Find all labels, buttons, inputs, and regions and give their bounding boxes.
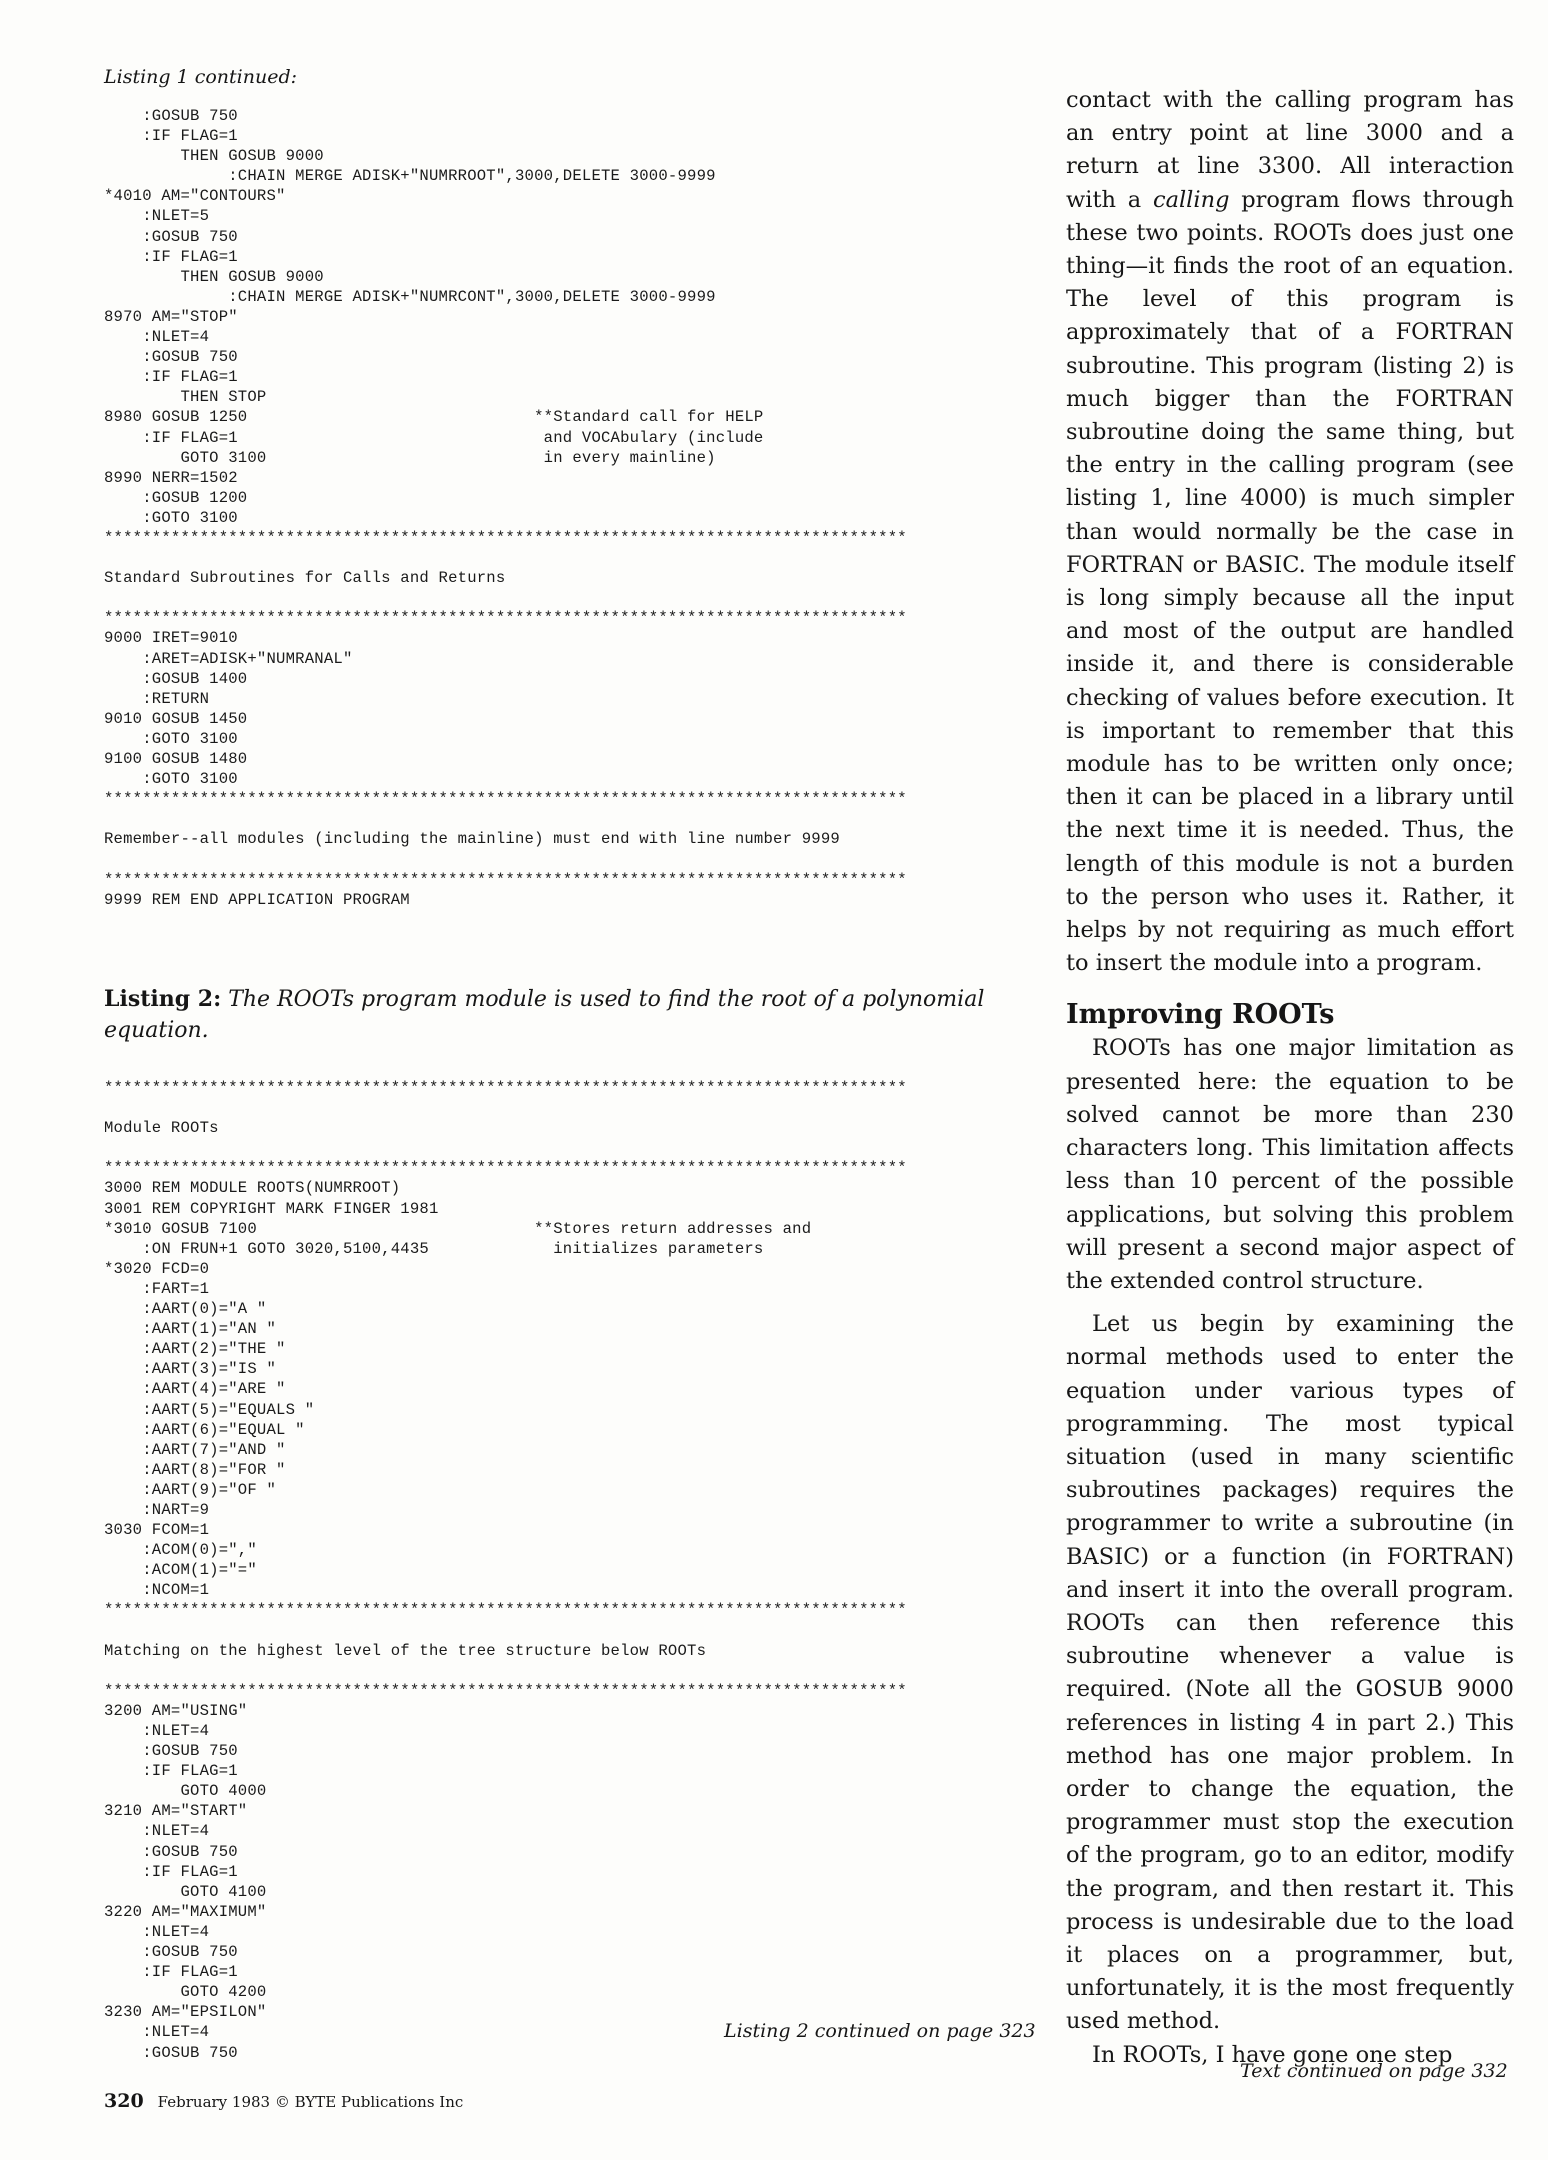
page-footer [104, 2090, 463, 2112]
body-emphasis: calling [1152, 186, 1230, 213]
body-paragraph-4: In ROOTs, I have gone one step [1092, 2041, 1453, 2068]
listing2-caption [104, 984, 1044, 1046]
listing2-label: Listing 2: [104, 986, 222, 1012]
page-number: 320 [104, 2090, 144, 2112]
text-continued-note: Text continued on page 332 [1240, 2060, 1508, 2082]
copyright-credit: February 1983 © BYTE Publications Inc [157, 2093, 464, 2111]
listing2-continued-note: Listing 2 continued on page 323 [724, 2020, 1036, 2042]
article-body [1066, 84, 1514, 2072]
listing1-heading: Listing 1 continued: [104, 66, 298, 88]
listing2-code: ************************************************************************************ Module ROOTs ************************************************************************************ 3000 REM MODULE ROOTS(NUMRROOT) 3001 REM COPYRIGHT MARK FINGER 1981 *3010 GOSUB 7100 **Stores return addresses and :ON FRUN+1 GOTO 3020,5100,4435 initializes parameters *3020 FCD=0 :FART=1 :AART(0)="A " :AART(1)="AN " :AART(2)="THE " :AART(3)="IS " :AART(4)="ARE " :AART(5)="EQUALS " :AART(6)="EQUAL " :AART(7)="AND " :AART(8)="FOR " :AART(9)="OF " :NART=9 3030 FCOM=1 :ACOM(0)="," :ACOM(1)="=" :NCOM=1 ************************************************************************************ Matching on the highest level of the tree structure below ROOTs ************************************************************************************ 3200 AM="USING" :NLET=4 :GOSUB 750 :IF FLAG=1 GOTO 4000 3210 AM="START" :NLET=4 :GOSUB 750 :IF FLAG=1 GOTO 4100 3220 AM="MAXIMUM" :NLET=4 :GOSUB 750 :IF FLAG=1 GOTO 4200 3230 AM="EPSILON" :NLET=4 :GOSUB 750 [104, 1079, 907, 2062]
body-paragraph-3: Let us begin by examining the normal methods used to enter the equation under various types of programming. The most typical situation (used in many scientific subroutines packages) requires the programmer to write a subroutine (in BASIC) or a function (in FORTRAN) and insert it into the overall program. ROOTs can then reference this subroutine whenever a value is required. (Note all the GOSUB 9000 references in listing 4 in part 2.) This method has one major problem. In order to change the equation, the programmer must stop the execution of the program, go to an editor, modify the program, and then restart it. This process is undesirable due to the load it places on a programmer, but, unfortunately, it is the most frequently used method. [1066, 1311, 1514, 2035]
body-paragraph-1: contact with the calling program has an entry point at line 3000 and a return at line 3300. All interaction with a calling program flows through these two points. ROOTs does just one thing—it finds the root of an equation. The level of this program is approximately that of a FORTRAN subroutine. This program (listing 2) is much bigger than the FORTRAN subroutine doing the same thing, but the entry in the calling program (see listing 1, line 4000) is much simpler than would normally be the case in FORTRAN or BASIC. The module itself is long simply because all the input and most of the output are handled inside it, and there is considerable checking of values before execution. It is important to remember that this module has to be written only once; then it can be placed in a library until the next time it is needed. Thus, the length of this module is not a burden to the person who uses it. Rather, it helps by not requiring as much effort to insert the module into a program. [1066, 87, 1514, 977]
body-paragraph-2: ROOTs has one major limitation as presented here: the equation to be solved cannot be more than 230 characters long. This limitation affects less than 10 percent of the possible applications, but solving this problem will present a second major aspect of the extended control structure. [1066, 1035, 1514, 1294]
section-heading: Improving ROOTs [1066, 999, 1335, 1031]
listing1-code: :GOSUB 750 :IF FLAG=1 THEN GOSUB 9000 :CHAIN MERGE ADISK+"NUMRROOT",3000,DELETE 3000-9999 *4010 AM="CONTOURS" :NLET=5 :GOSUB 750 :IF FLAG=1 THEN GOSUB 9000 :CHAIN MERGE ADISK+"NUMRCONT",3000,DELETE 3000-9999 8970 AM="STOP" :NLET=4 :GOSUB 750 :IF FLAG=1 THEN STOP 8980 GOSUB 1250 **Standard call for HELP :IF FLAG=1 and VOCAbulary (include GOTO 3100 in every mainline) 8990 NERR=1502 :GOSUB 1200 :GOTO 3100 ************************************************************************************ Standard Subroutines for Calls and Returns ************************************************************************************ 9000 IRET=9010 :ARET=ADISK+"NUMRANAL" :GOSUB 1400 :RETURN 9010 GOSUB 1450 :GOTO 3100 9100 GOSUB 1480 :GOTO 3100 ************************************************************************************ Remember--all modules (including the mainline) must end with line number 9999 ************************************************************************************ 9999 REM END APPLICATION PROGRAM [104, 107, 907, 909]
listing2-caption-text: The ROOTs program module is used to find the root of a polynomial equation. [104, 987, 985, 1043]
